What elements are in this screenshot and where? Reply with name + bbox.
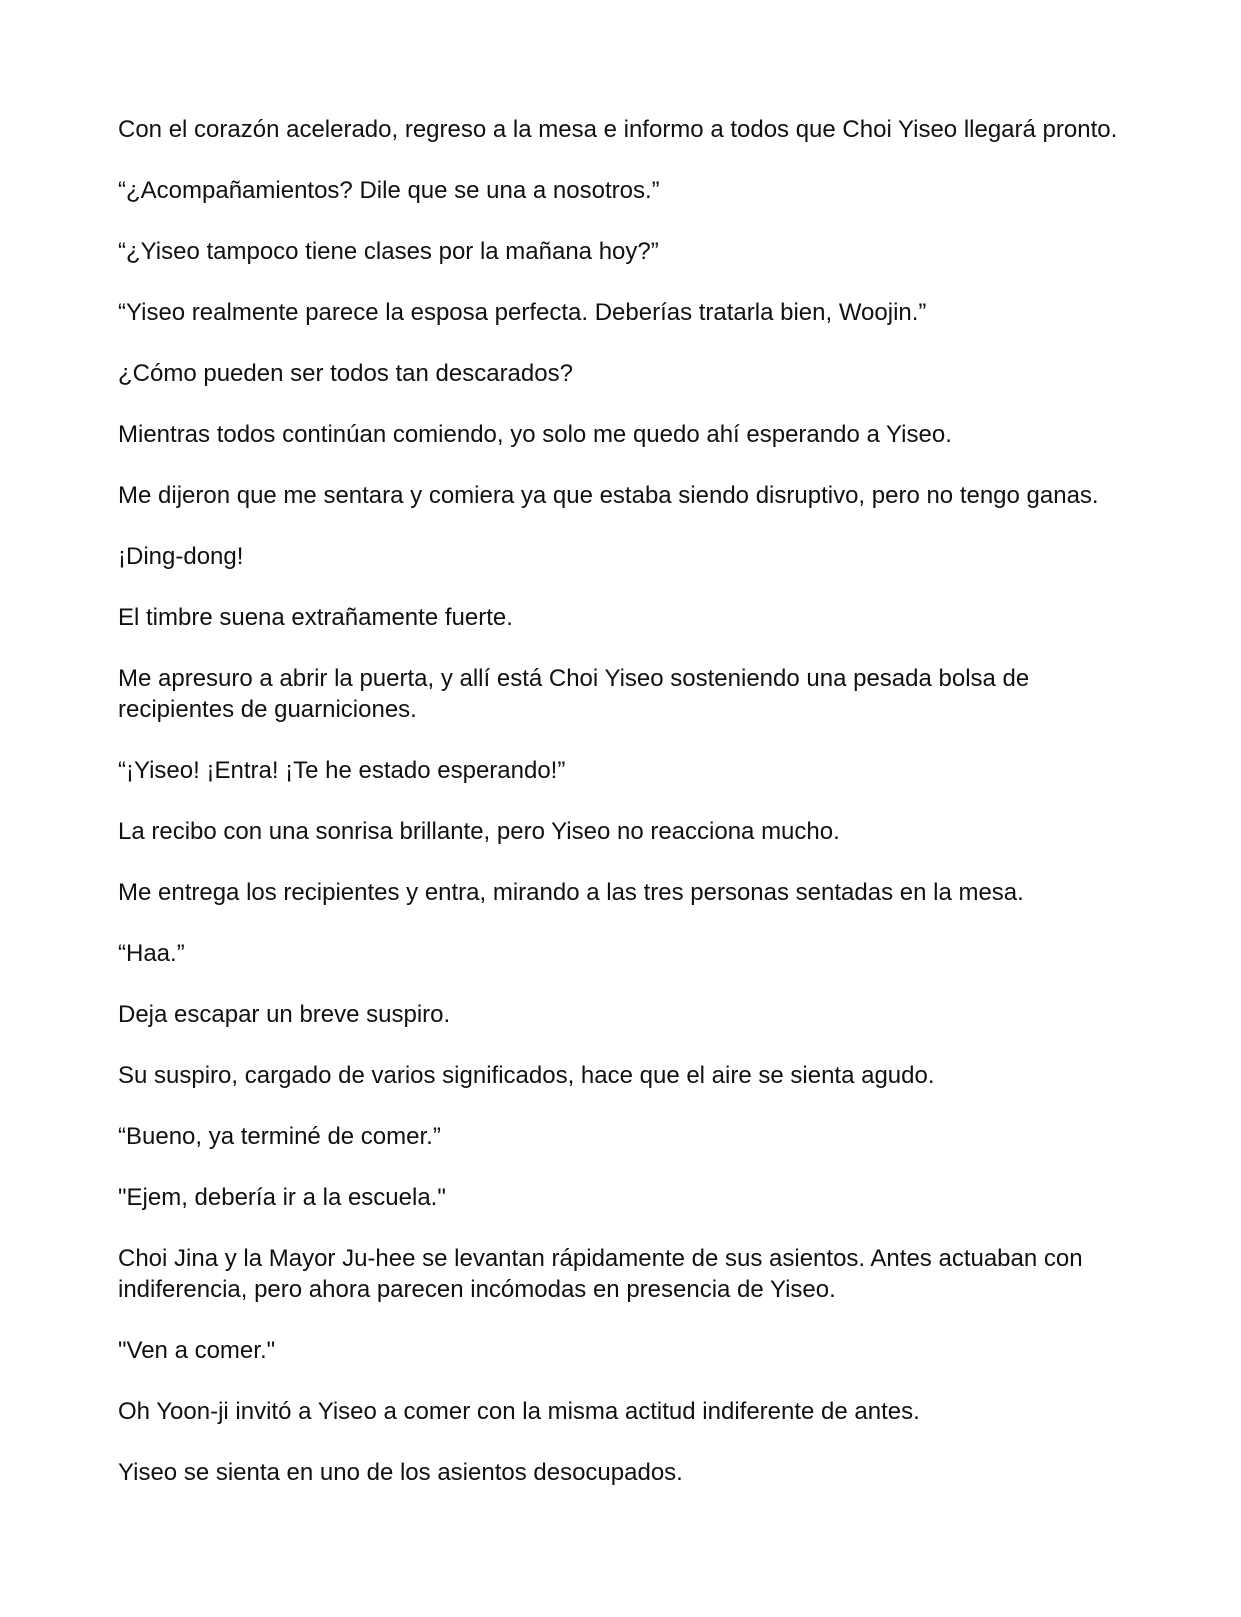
paragraph: Oh Yoon-ji invitó a Yiseo a comer con la misma actitud indiferente de antes. [118,1398,920,1425]
paragraph: "Ven a comer." [118,1337,276,1364]
paragraph: Deja escapar un breve suspiro. [118,1001,451,1028]
paragraph: “Haa.” [118,940,185,967]
paragraph: Mientras todos continúan comiendo, yo solo me quedo ahí esperando a Yiseo. [118,421,952,448]
paragraph: “¿Yiseo tampoco tiene clases por la mañana hoy?” [118,238,659,265]
paragraph: Con el corazón acelerado, regreso a la mesa e informo a todos que Choi Yiseo llegará pronto. [118,116,1118,143]
paragraph: “Bueno, ya terminé de comer.” [118,1123,441,1150]
paragraph: Me entrega los recipientes y entra, mirando a las tres personas sentadas en la mesa. [118,879,1024,906]
paragraph: ¡Ding-dong! [118,543,244,570]
paragraph: Yiseo se sienta en uno de los asientos desocupados. [118,1459,683,1486]
paragraph: Me dijeron que me sentara y comiera ya que estaba siendo disruptivo, pero no tengo ganas. [118,482,1099,509]
paragraph: “Yiseo realmente parece la esposa perfecta. Deberías tratarla bien, Woojin.” [118,299,927,326]
paragraph: Choi Jina y la Mayor Ju-hee se levantan rápidamente de sus asientos. Antes actuaban con indiferencia, pero ahora parecen incómodas en presencia de Yiseo. [118,1245,1083,1303]
paragraph: “¡Yiseo! ¡Entra! ¡Te he estado esperando!” [118,757,566,784]
document-body [118,114,1128,1518]
paragraph: ¿Cómo pueden ser todos tan descarados? [118,360,573,387]
paragraph: Su suspiro, cargado de varios significados, hace que el aire se sienta agudo. [118,1062,935,1089]
paragraph: Me apresuro a abrir la puerta, y allí está Choi Yiseo sosteniendo una pesada bolsa de recipientes de guarniciones. [118,665,1030,723]
paragraph: “¿Acompañamientos? Dile que se una a nosotros.” [118,177,660,204]
paragraph: La recibo con una sonrisa brillante, pero Yiseo no reacciona mucho. [118,818,840,845]
paragraph: "Ejem, debería ir a la escuela." [118,1184,446,1211]
paragraph: El timbre suena extrañamente fuerte. [118,604,513,631]
